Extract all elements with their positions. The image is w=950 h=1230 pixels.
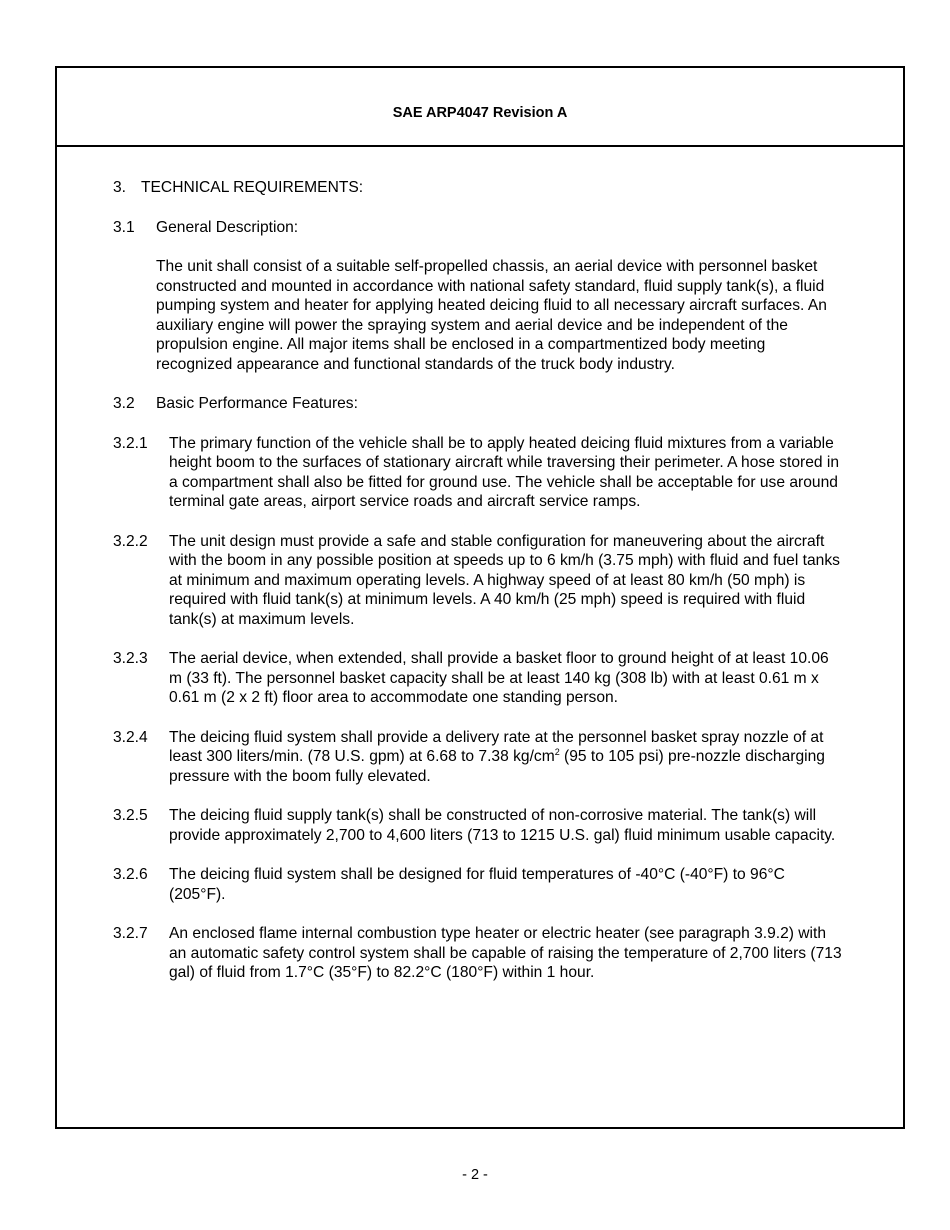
item-3-2-1 [113, 434, 843, 512]
item-text: An enclosed flame internal combustion type heater or electric heater (see paragraph 3.9.2) with an automatic safety control system shall be capable of raising the temperature of 2,700 liters (713 gal) of fluid from 1.7°C (35°F) to 82.2°C (180°F) within 1 hour. [169, 925, 842, 981]
item-number: 3.2.5 [113, 807, 148, 824]
item-number: 3.2.1 [113, 434, 148, 452]
section-number: 3.2 [113, 395, 135, 412]
item-3-2-7 [113, 924, 843, 983]
page-number: - 2 - [462, 1167, 488, 1183]
item-text: The primary function of the vehicle shall be to apply heated deicing fluid mixtures from a variable height boom to the surfaces of stationary aircraft while traversing their perimeter. A hose stored in a compartment shall also be fitted for ground use. The vehicle shall be acceptable for use around terminal gate areas, airport service roads and aircraft service ramps. [169, 434, 840, 510]
item-3-2-4 [113, 728, 843, 787]
item-number: 3.2.2 [113, 532, 148, 550]
section-number: 3.1 [113, 218, 135, 236]
section-3-1-heading [113, 218, 843, 238]
superscript: 2 [554, 746, 560, 757]
item-text: The deicing fluid system shall be designed for fluid temperatures of -40°C (-40°F) to 96°C (205°F). [169, 866, 785, 903]
section-3-heading [113, 178, 843, 198]
document-header [57, 68, 903, 147]
item-3-2-5 [113, 806, 843, 845]
section-title: General Description: [156, 218, 299, 236]
item-text: The aerial device, when extended, shall provide a basket floor to ground height of at least 10.06 m (33 ft). The personnel basket capacity shall be at least 140 kg (308 lb) with at least 0.61 m x 0.61 m (2 x 2 ft) floor area to accommodate one standing person. [169, 650, 829, 706]
item-number: 3.2.7 [113, 925, 148, 942]
item-number: 3.2.3 [113, 650, 148, 667]
item-3-2-2 [113, 532, 843, 630]
item-text-part: The deicing fluid system shall provide a delivery rate at the personnel basket spray nozzle of at least 300 liters/min. (78 U.S. gpm) at 6.68 to 7.38 kg/cm [169, 728, 824, 765]
item-3-2-6 [113, 865, 843, 904]
document-title: SAE ARP4047 Revision A [392, 104, 568, 121]
item-3-2-3 [113, 649, 843, 708]
section-3-2-heading [113, 394, 843, 414]
section-3-1-paragraph: The unit shall consist of a suitable self-propelled chassis, an aerial device with personnel basket constructed and mounted in accordance with national safety standard, fluid supply tank(s), a fluid pumping system and heater for applying heated deicing fluid to all necessary aircraft surfaces. An auxiliary engine will power the spraying system and aerial device and be independent of the propulsion engine. All major items shall be enclosed in a compartmentized body meeting recognized appearance and functional standards of the truck body industry. [156, 258, 827, 373]
item-number: 3.2.4 [113, 728, 148, 746]
document-body [113, 178, 843, 1003]
section-title: Basic Performance Features: [156, 395, 358, 412]
item-text: The unit design must provide a safe and stable configuration for maneuvering about the aircraft with the boom in any possible position at speeds up to 6 km/h (3.75 mph) with fluid and fuel tanks at minimum and maximum operating levels. A highway speed of at least 80 km/h (50 mph) is required with fluid tank(s) at minimum levels. A 40 km/h (25 mph) speed is required with fluid tank(s) at maximum levels. [169, 532, 840, 628]
item-number: 3.2.6 [113, 866, 148, 883]
item-text [169, 728, 843, 787]
item-text-part: (95 to 105 psi) pre-nozzle discharging pressure with the boom fully elevated. [169, 748, 825, 785]
page-frame [55, 66, 905, 1129]
item-text: The deicing fluid supply tank(s) shall be constructed of non-corrosive material. The tank(s) will provide approximately 2,700 to 4,600 liters (713 to 1215 U.S. gal) fluid minimum usable capacity. [169, 807, 836, 844]
section-title: TECHNICAL REQUIREMENTS: [141, 179, 364, 196]
section-number: 3. [113, 179, 127, 196]
